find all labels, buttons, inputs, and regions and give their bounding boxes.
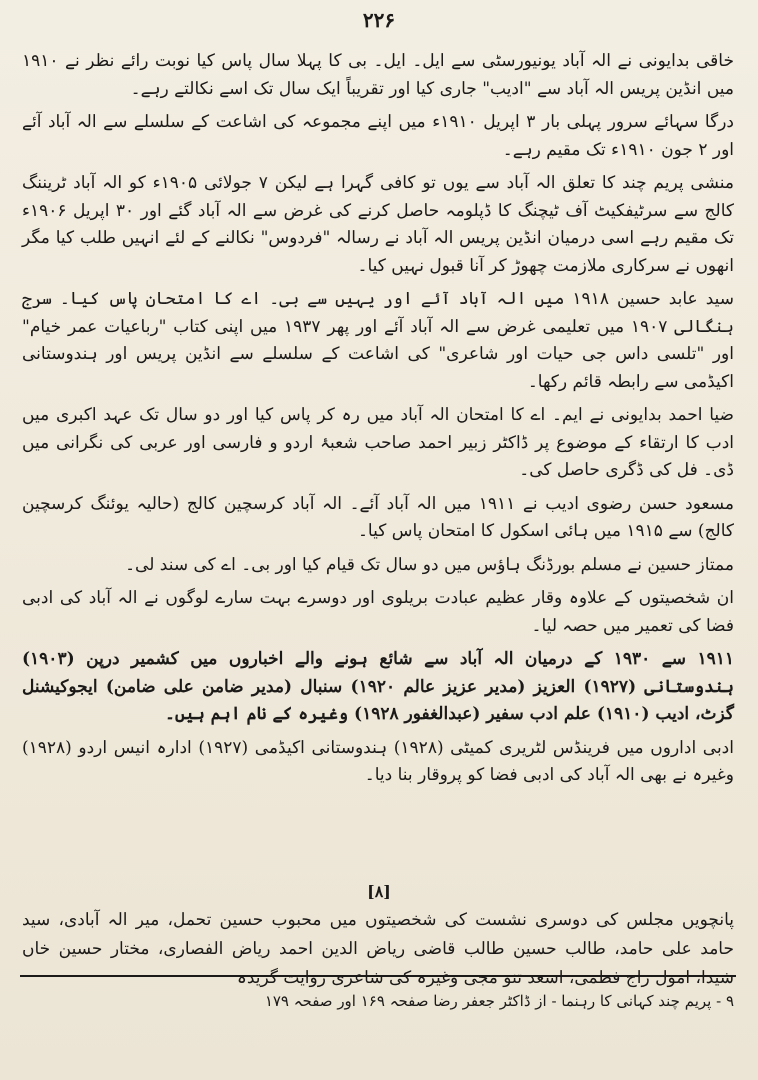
paragraph: ممتاز حسین نے مسلم بورڈنگ ہاؤس میں دو سال تک قیام کیا اور بی۔ اے کی سند لی۔ (125, 554, 734, 575)
paragraph: ضیا احمد بدایونی نے ایم۔ اے کا امتحان الہ آباد میں رہ کر پاس کیا اور دو سال تک عہد اکبری میں ادب کا ارتقاء کے موضوع پر ڈاکٹر زبیر احمد صاحب شعبۂ اردو و فارسی اور عربی کی نگرانی میں ڈی۔ فل کی ڈگری حاصل کی۔ (22, 405, 734, 480)
body-text (22, 48, 734, 796)
paragraph: سید عابد حسین ۱۹۱۸ میں الہ آباد آئے اور یہیں سے بی۔ اے کا امتحان پاس کیا۔ سرج ہنگالی ۱۹۰۷ میں تعلیمی غرض سے الہ آباد آئے اور پھر ۱۹۳۷ میں اپنی کتاب "رباعیات عمر خیام" اور "تلسی داس جی حیات اور شاعری" کی اشاعت کے سلسلے سے انڈین پریس اور ہندوستانی اکیڈمی سے رابطہ قائم رکھا۔ (22, 289, 735, 392)
paragraph: ادبی اداروں میں فرینڈس لٹریری کمیٹی (۱۹۲۸) ہندوستانی اکیڈمی (۱۹۲۷) ادارہ انیس اردو (۱۹۲۸) وغیرہ نے بھی الہ آباد کی ادبی فضا کو پروقار بنا دیا۔ (22, 737, 734, 785)
paragraph: ان شخصیتوں کے علاوہ وقار عظیم عبادت بریلوی اور دوسرے بہت سارے لوگوں نے الہ آباد کی ادبی فضا کی تعمیر میں حصہ لیا۔ (22, 588, 734, 636)
page-number: ۲۲۶ (362, 8, 396, 32)
paragraph: درگا سہائے سرور پہلی بار ۳ اپریل ۱۹۱۰ء میں اپنے مجموعہ کی اشاعت کے سلسلے سے الہ آباد آئے اور ۲ جون ۱۹۱۰ء تک مقیم رہے۔ (22, 112, 734, 160)
footnote-divider (20, 975, 736, 977)
paragraph: منشی پریم چند کا تعلق الہ آباد سے یوں تو کافی گہرا ہے لیکن ۷ جولائی ۱۹۰۵ء کو الہ آباد ٹریننگ کالج سے سرٹیفکیٹ آف ٹیچنگ کا ڈپلومہ حاصل کرنے کی غرض سے الہ آباد گئے اور ۳۰ اپریل ۱۹۰۶ء تک مقیم رہے اسی درمیان انڈین پریس الہ آباد نے رسالہ "فردوس" نکالنے کے لئے انہیں طلب کیا مگر انھوں نے سرکاری ملازمت چھوڑ کر آنا قبول نہیں کیا۔ (22, 173, 735, 276)
paragraph: خاقی بدایونی نے الہ آباد یونیورسٹی سے ایل۔ ایل۔ بی کا پہلا سال پاس کیا نوبت رائے نظر نے ۱۹۱۰ میں انڈین پریس الہ آباد سے "ادیب" جاری کیا اور تقریباً ایک سال تک اسے نکالتے رہے۔ (22, 51, 734, 99)
paragraph: مسعود حسن رضوی ادیب نے ۱۹۱۱ میں الہ آباد آئے۔ الہ آباد کرسچین کالج (حالیہ یوئنگ کرسچین کالج) سے ۱۹۱۵ میں ہائی اسکول کا امتحان پاس کیا۔ (22, 493, 734, 541)
paragraph-newspapers: ۱۹۱۱ سے ۱۹۳۰ کے درمیان الہ آباد سے شائع ہونے والے اخباروں میں کشمیر درپن (۱۹۰۳) ہندوستانی (۱۹۲۷) العزیز (مدیر عزیز عالم ۱۹۲۰) سنبال (مدیر ضامن علی ضامن) ایجوکیشنل گزٹ، ادیب (۱۹۱۰) علم ادب سفیر (عبدالغفور ۱۹۲۸) وغیرہ کے نام اہم ہیں۔ (22, 649, 734, 724)
footnote: ۹ - پریم چند کہانی کا رہنما - از ڈاکٹر جعفر رضا صفحہ ۱۶۹ اور صفحہ ۱۷۹ (264, 992, 734, 1010)
section-marker: [۸] (367, 882, 391, 901)
section-paragraph: پانچویں مجلس کی دوسری نشست کی شخصیتوں میں محبوب حسین تحمل، میر الہ آبادی، سید حامد علی حامد، طالب حسین طالب قاضی ریاض الدین احمد ریاض الفصاری، مختار حسین خاں شیدا، امول راج فطمی، اسعد تنو مجی وغیرہ کی شاعری روایت گزیدہ (22, 910, 734, 988)
